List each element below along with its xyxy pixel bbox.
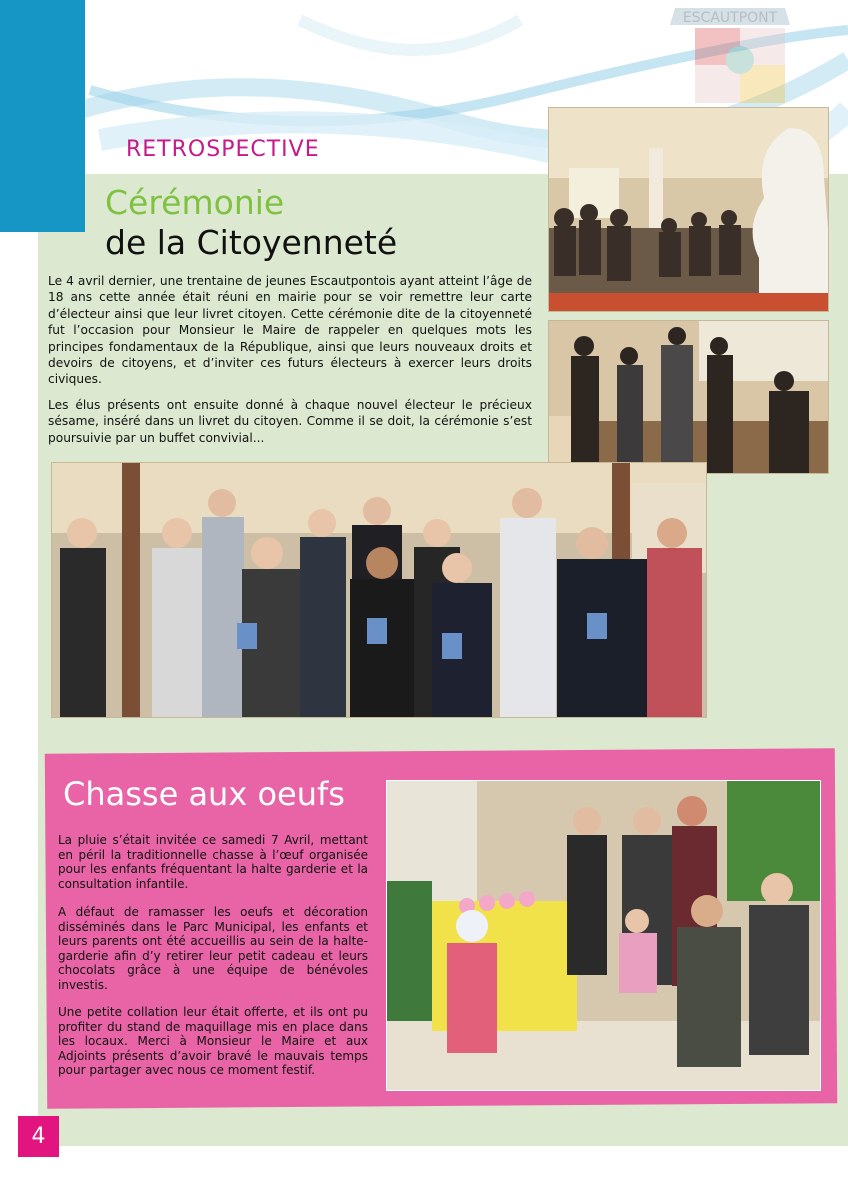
chasse-title: Chasse aux oeufs [63,775,345,813]
corner-tab [0,0,85,232]
photo-ceremony-reception [548,320,829,474]
town-crest-logo [650,0,800,110]
ceremonie-paragraph-1: Le 4 avril dernier, une trentaine de jeunes Escautpontois ayant atteint l’âge de 18 ans cette année était réuni en mairie pour se voir remettre leur carte d’électeur ainsi que leur livret citoyen. Cette cérémonie dite de la citoyenneté fut l’occasion pour Monsieur le Maire de rappeler en quelques mots les principes fondamentaux de la République, ainsi que leurs nouveaux droits et devoirs de citoyens, et d’inviter ces futurs électeurs à exercer leurs droits civiques. [48,274,532,387]
chasse-paragraph-2: A défaut de ramasser les oeufs et décoration disséminés dans le Parc Municipal, les enfants et leurs parents ont été accueillis au sein de la halte-garderie afin d’y retirer leur petit cadeau et leurs chocolats grâce à une équipe de bénévoles investis. [58,905,368,992]
chasse-paragraph-3: Une petite collation leur était offerte, et ils ont pu profiter du stand de maquillage mis en place dans les locaux. Merci à Monsieur le Maire et aux Adjoints présents d’avoir bravé le mauvais temps pour partager avec nous ce moment festif. [58,1005,368,1077]
article-title-line2: de la Citoyenneté [105,223,398,262]
chasse-paragraph-1: La pluie s’était invitée ce samedi 7 Avril, mettant en péril la traditionnelle chasse à l’œuf organisée pour les enfants fréquentant la halte garderie et la consultation infantile. [58,833,368,891]
photo-ceremony-hall [548,107,829,312]
article-title-line1: Cérémonie [105,183,285,222]
ceremonie-paragraph-2: Les élus présents ont ensuite donné à chaque nouvel électeur le précieux sésame, inséré dans un livret du citoyen. Comme il se doit, la cérémonie s’est poursuivie par un buffet convivial... [48,398,532,445]
photo-easter-children [386,780,821,1091]
crest-lettering: ESCAUTPONT [682,10,778,26]
section-label: RETROSPECTIVE [126,137,320,162]
photo-group-new-voters [51,462,707,718]
page-number: 4 [18,1116,59,1157]
